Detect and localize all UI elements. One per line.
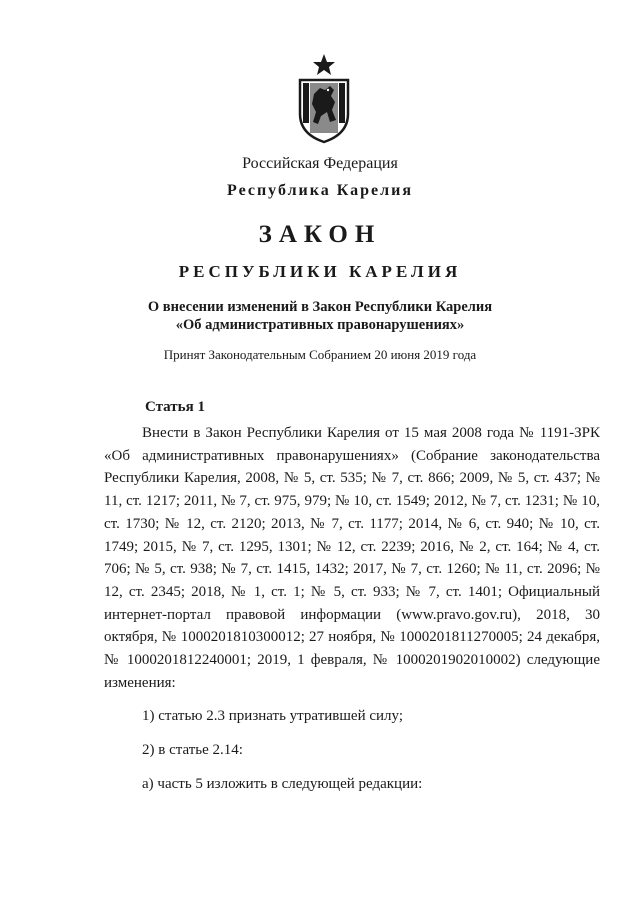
- article-item: а) часть 5 изложить в следующей редакции:: [142, 775, 423, 792]
- adoption-note: Принят Законодательным Собранием 20 июня 2019 года: [163, 347, 477, 362]
- article-item: 1) статью 2.3 признать утратившей силу;: [142, 708, 403, 725]
- article-body: [104, 422, 600, 796]
- republic-name: Республика Карелия: [227, 182, 413, 199]
- country-name: Российская Федерация: [242, 155, 398, 172]
- karelia-coat-of-arms-icon: [294, 52, 354, 144]
- law-subject-line-2: «Об административных правонарушениях»: [175, 317, 465, 333]
- document-title: ЗАКОН: [258, 221, 382, 248]
- law-subject-line-1: О внесении изменений в Закон Республики Карелия: [147, 299, 493, 315]
- article-heading: Статья 1: [145, 399, 205, 415]
- law-subject: [0, 298, 640, 334]
- article-intro-paragraph: Внести в Закон Республики Карелия от 15 мая 2008 года № 1191-ЗРК «Об административных правонарушениях» (Собрание законодательства Республики Карелия, 2008, № 5, ст. 535; № 7, ст. 866; 2009, № 5, ст. 437; № 11, ст. 1217; 2011, № 7, ст. 975, 979; № 10, ст. 1549; 2012, № 7, ст. 1231; № 10, ст. 1730; № 12, ст. 2120; 2013, № 7, ст. 1177; 2014, № 6, ст. 940; № 10, ст. 1749; 2015, № 7, ст. 1295, 1301; № 12, ст. 2239; 2016, № 2, ст. 164; № 4, ст. 706; № 5, ст. 938; № 7, ст. 1415, 1432; 2017, № 7, ст. 1260; № 11, ст. 2096; № 12, ст. 2345; 2018, № 1, ст. 1; № 5, ст. 933; № 7, ст. 1401; Официальный интернет-портал правовой информации (www.pravo.gov.ru), 2018, 30 октября, № 1000201810300012; 27 ноября, № 1000201811270005; 24 декабря, № 1000201812240001; 2019, 1 февраля, № 1000201902010002) следующие изменения:: [104, 425, 600, 691]
- article-item: 2) в статье 2.14:: [142, 742, 243, 759]
- document-subtitle: РЕСПУБЛИКИ КАРЕЛИЯ: [178, 262, 462, 281]
